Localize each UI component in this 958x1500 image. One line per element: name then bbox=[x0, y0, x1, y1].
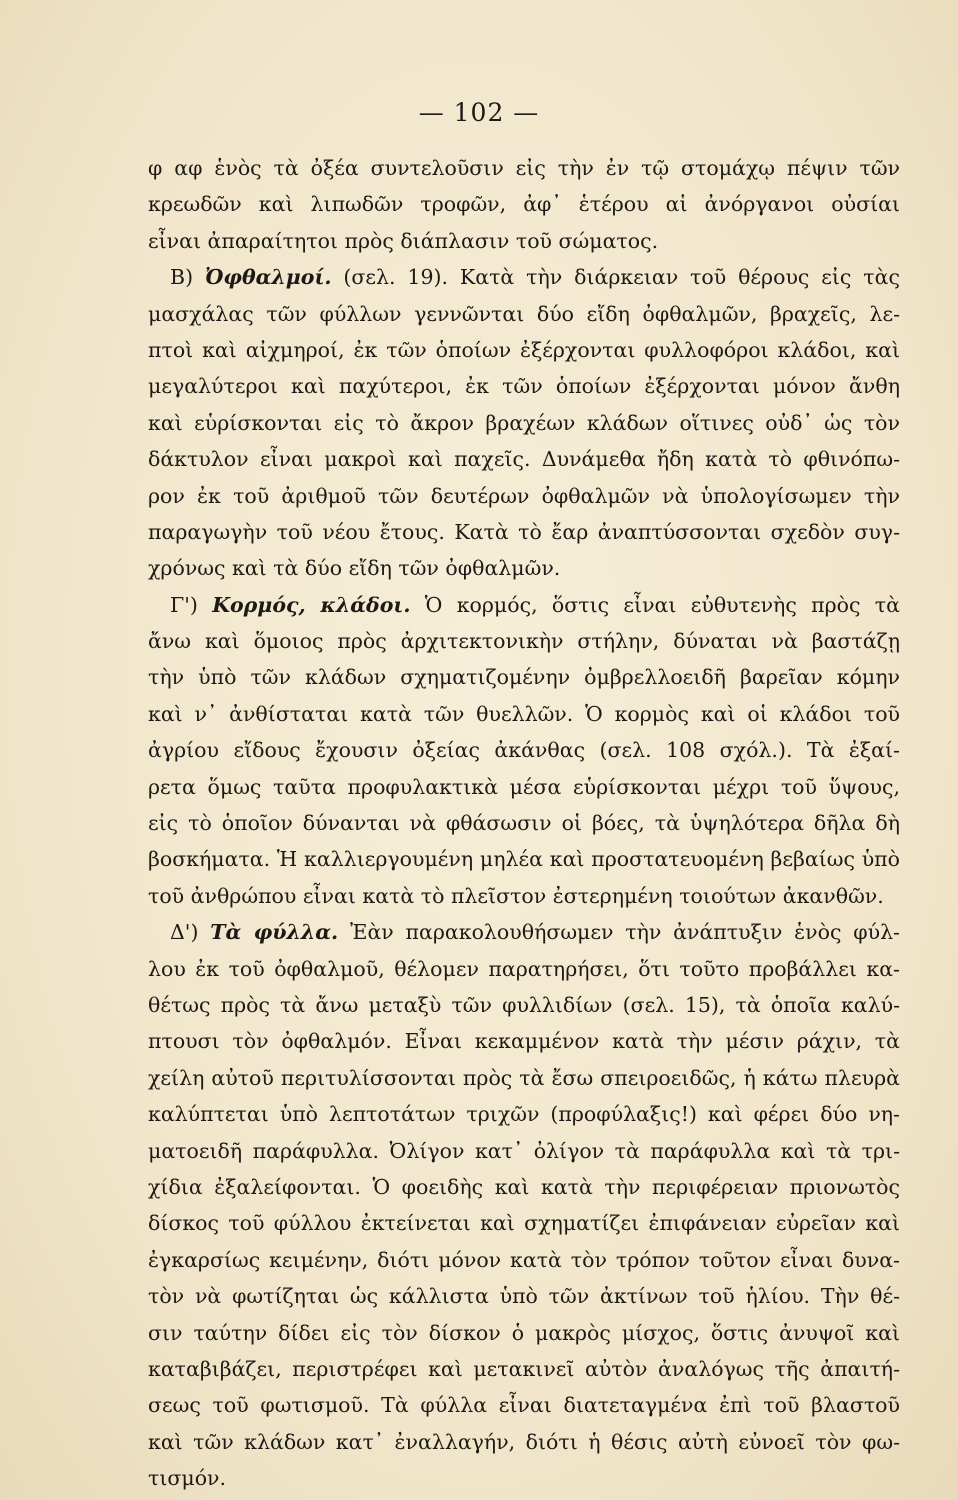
section-b-line bbox=[148, 259, 900, 295]
text-line: θέτως πρὸς τὰ ἄνω μεταξὺ τῶν φυλλιδίων (σελ. 15), τὰ ὁποῖα καλύ- bbox=[148, 992, 900, 1017]
section-d-title: Τὰ φύλλα. bbox=[210, 920, 339, 945]
text-line: χρόνως καὶ τὰ δύο εἴδη τῶν ὀφθαλμῶν. bbox=[148, 556, 561, 581]
text-line: ἀγρίου εἴδους ἔχουσιν ὀξείας ἀκάνθας (σελ. 108 σχόλ.). Τὰ ἐξαί- bbox=[148, 738, 900, 763]
text-line: μεγαλύτεροι καὶ παχύτεροι, ἐκ τῶν ὁποίων ἐξέρχονται μόνον ἄνθη bbox=[148, 374, 900, 399]
text-line: (σελ. 19). Κατὰ τὴν διάρκειαν τοῦ θέρους εἰς τὰς bbox=[343, 265, 900, 290]
section-b-title: Ὀφθαλμοί. bbox=[204, 265, 332, 290]
text-line: χίδια ἐξαλείφονται. Ὁ φοειδὴς καὶ κατὰ τὴν περιφέρειαν πριονωτὸς bbox=[148, 1174, 900, 1199]
text-line: χείλη αὐτοῦ περιτυλίσσονται πρὸς τὰ ἔσω σπειροειδῶς, ἡ κάτω πλευρὰ bbox=[148, 1065, 900, 1090]
text-line: σιν ταύτην δίδει εἰς τὸν δίσκον ὁ μακρὸς μίσχος, ὅστις ἀνυψοῖ καὶ bbox=[148, 1320, 900, 1345]
text-line: βοσκήματα. Ἡ καλλιεργουμένη μηλέα καὶ προστατευομένη βεβαίως ὑπὸ bbox=[148, 847, 900, 872]
text-line: ματοειδῆ παράφυλλα. Ὀλίγον κατ᾽ ὀλίγον τὰ παράφυλλα καὶ τὰ τρι- bbox=[148, 1138, 900, 1163]
section-d-line bbox=[148, 914, 900, 950]
text-line: καὶ εὑρίσκονται εἰς τὸ ἄκρον βραχέων κλάδων οἵτινες οὐδ᾽ ὡς τὸν bbox=[148, 410, 900, 435]
text-line: πτουσι τὸν ὀφθαλμόν. Εἶναι κεκαμμένον κατὰ τὴν μέσιν ράχιν, τὰ bbox=[148, 1029, 900, 1054]
body-text bbox=[148, 150, 900, 1496]
text-line: δάκτυλον εἶναι μακροὶ καὶ παχεῖς. Δυνάμεθα ἤδη κατὰ τὸ φθινόπω- bbox=[148, 447, 900, 472]
text-line: ρον ἐκ τοῦ ἀριθμοῦ τῶν δευτέρων ὀφθαλμῶν νὰ ὑπολογίσωμεν τὴν bbox=[148, 483, 900, 508]
text-line: Ὁ κορμός, ὅστις εἶναι εὐθυτενὴς πρὸς τὰ bbox=[424, 592, 900, 617]
text-line: εἰς τὸ ὁποῖον δύνανται νὰ φθάσωσιν οἱ βόες, τὰ ὑψηλότερα δῆλα δὴ bbox=[148, 811, 900, 836]
text-line: καλύπτεται ὑπὸ λεπτοτάτων τριχῶν (προφύλαξις!) καὶ φέρει δύο νη- bbox=[148, 1102, 900, 1127]
text-line: τὸν νὰ φωτίζηται ὡς κάλλιστα ὑπὸ τῶν ἀκτίνων τοῦ ἡλίου. Τὴν θέ- bbox=[148, 1284, 900, 1309]
text-line: Ἐὰν παρακολουθήσωμεν τὴν ἀνάπτυξιν ἑνὸς φύλ- bbox=[349, 920, 900, 945]
text-line: εἶναι ἀπαραίτητοι πρὸς διάπλασιν τοῦ σώματος. bbox=[148, 228, 659, 253]
text-line: καὶ ν᾽ ἀνθίσταται κατὰ τῶν θυελλῶν. Ὁ κορμὸς καὶ οἱ κλάδοι τοῦ bbox=[148, 701, 900, 726]
text-line: καὶ τῶν κλάδων κατ᾽ ἐναλλαγήν, διότι ἡ θέσις αὐτὴ εὐνοεῖ τὸν φω- bbox=[148, 1429, 900, 1454]
text-line: παραγωγὴν τοῦ νέου ἔτους. Κατὰ τὸ ἔαρ ἀναπτύσσονται σχεδὸν συγ- bbox=[148, 519, 900, 544]
text-line: πτοὶ καὶ αἰχμηροί, ἐκ τῶν ὁποίων ἐξέρχονται φυλλοφόροι κλάδοι, καὶ bbox=[148, 337, 900, 362]
text-line: τισμόν. bbox=[148, 1466, 227, 1491]
text-line: λου ἐκ τοῦ ὀφθαλμοῦ, θέλομεν παρατηρήσει, ὅτι τοῦτο προβάλλει κα- bbox=[148, 956, 900, 981]
section-b-label: Β) bbox=[170, 265, 194, 290]
text-line: ἄνω καὶ ὅμοιος πρὸς ἀρχιτεκτονικὴν στήλην, δύναται νὰ βαστάζῃ bbox=[148, 629, 900, 654]
text-line: ἐγκαρσίως κειμένην, διότι μόνον κατὰ τὸν τρόπον τοῦτον εἶναι δυνα- bbox=[148, 1247, 900, 1272]
text-line: τοῦ ἀνθρώπου εἶναι κατὰ τὸ πλεῖστον ἐστερημένη τοιούτων ἀκανθῶν. bbox=[148, 883, 884, 908]
section-g-label: Γ') bbox=[170, 592, 198, 617]
text-line: ρετα ὅμως ταῦτα προφυλακτικὰ μέσα εὑρίσκονται μέχρι τοῦ ὕψους, bbox=[148, 774, 900, 799]
text-line: τὴν ὑπὸ τῶν κλάδων σχηματιζομένην ὀμβρελλοειδῆ βαρεῖαν κόμην bbox=[148, 665, 900, 690]
text-line: δίσκος τοῦ φύλλου ἐκτείνεται καὶ σχηματίζει ἐπιφάνειαν εὐρεῖαν καὶ bbox=[148, 1211, 900, 1236]
page-number: — 102 — bbox=[418, 98, 540, 127]
text-line: φ αφ ἑνὸς τὰ ὀξέα συντελοῦσιν εἰς τὴν ἐν τῷ στομάχῳ πέψιν τῶν bbox=[148, 156, 900, 180]
text-line: μασχάλας τῶν φύλλων γεννῶνται δύο εἴδη ὀφθαλμῶν, βραχεῖς, λε- bbox=[148, 301, 900, 326]
text-line: καταβιβάζει, περιστρέφει καὶ μετακινεῖ αὐτὸν ἀναλόγως τῆς ἀπαιτή- bbox=[148, 1356, 900, 1381]
section-g-title: Κορμός, κλάδοι. bbox=[212, 592, 411, 617]
section-g-line bbox=[148, 587, 900, 623]
text-line: σεως τοῦ φωτισμοῦ. Τὰ φύλλα εἶναι διατεταγμένα ἐπὶ τοῦ βλαστοῦ bbox=[148, 1393, 900, 1418]
section-d-label: Δ') bbox=[170, 920, 199, 945]
text-line: κρεωδῶν καὶ λιπωδῶν τροφῶν, ἀφ᾽ ἑτέρου αἱ ἀνόργανοι οὐσίαι bbox=[148, 192, 900, 217]
